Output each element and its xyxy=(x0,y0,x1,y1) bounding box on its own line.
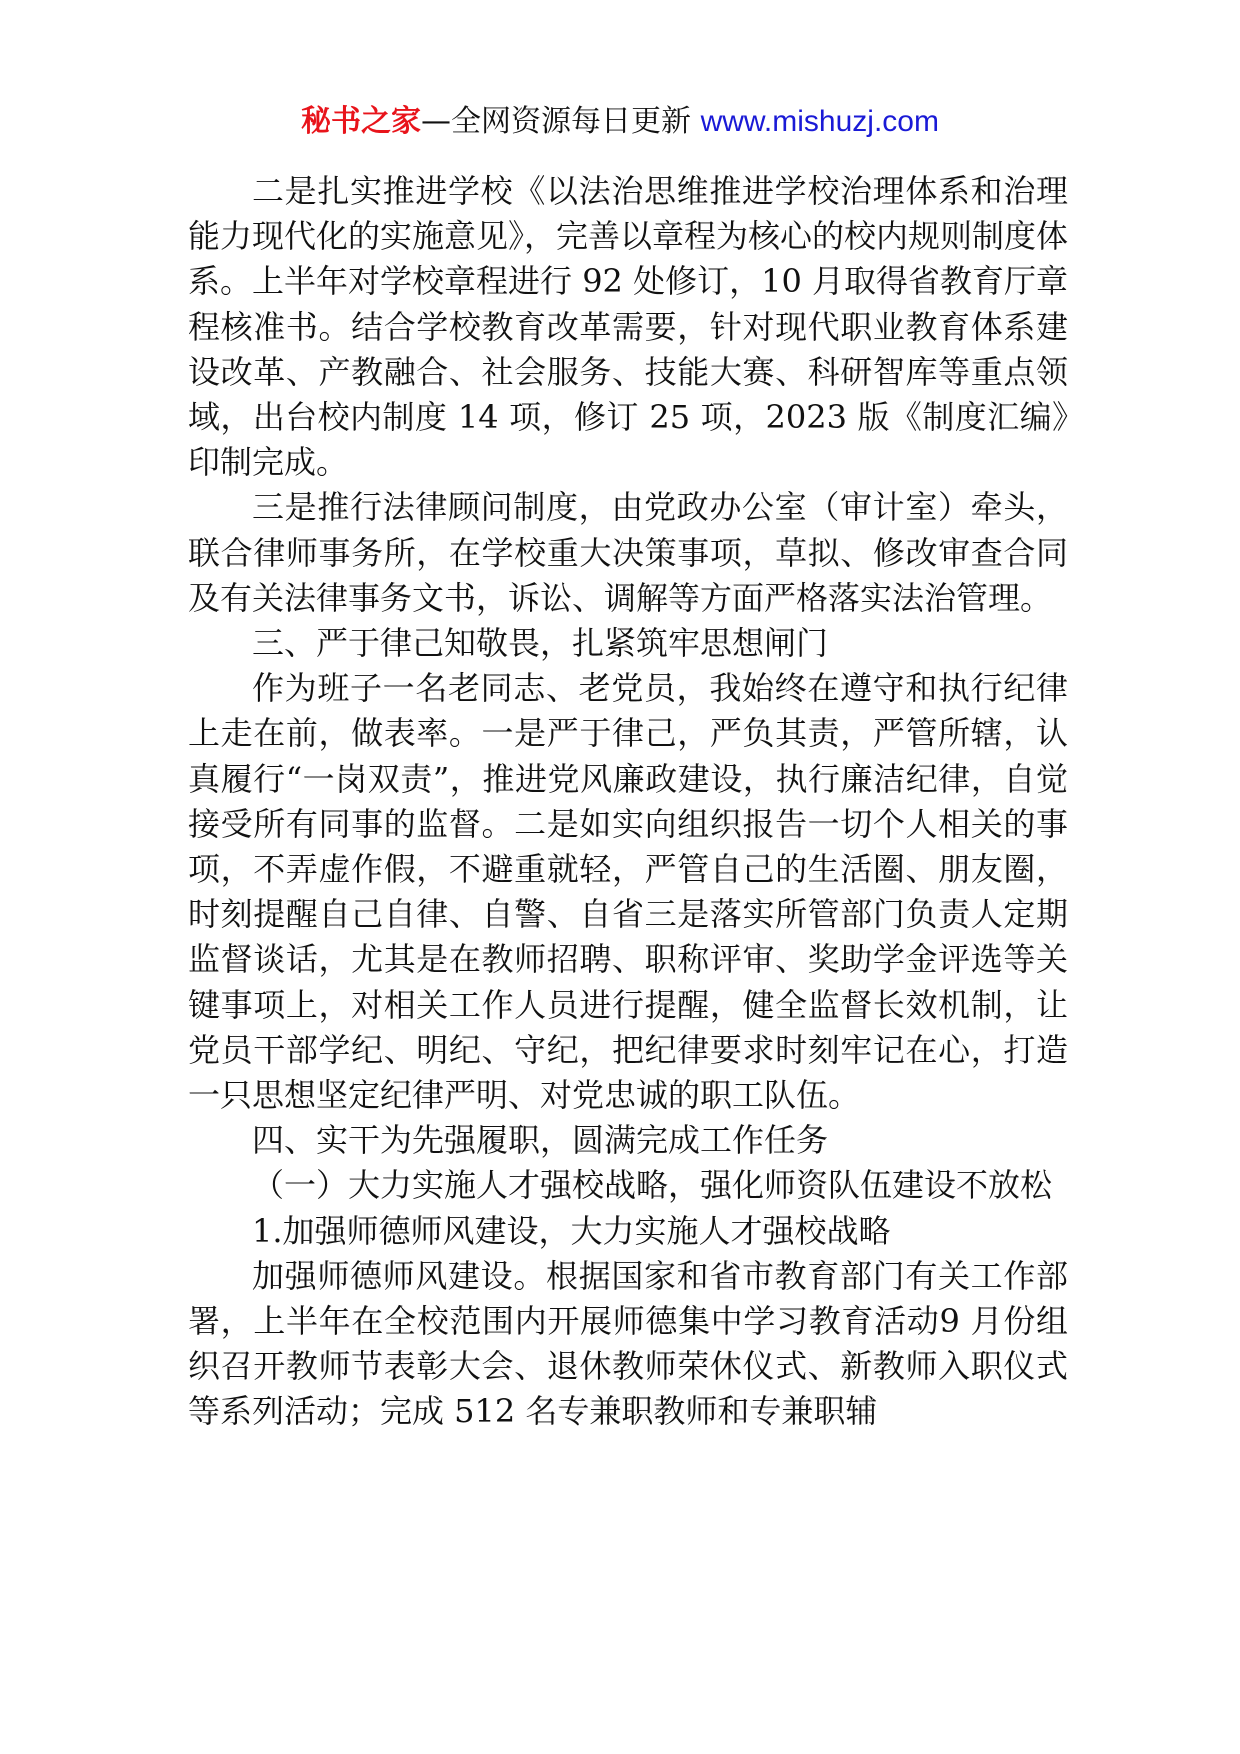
subsection-heading-talent: （一）大力实施人才强校战略，强化师资队伍建设不放松 xyxy=(252,1166,1053,1205)
paragraph-rules-system: 二是扎实推进学校《以法治思维推进学校治理体系和治理能力现代化的实施意见》，完善以章程为核心的校内规则制度体系。上半年对学校章程进行 92 处修订，10 月取得省教育厅章程核准书。结合学校教育改革需要，针对现代职业教育体系建设改革、产教融合、社会服务、技能大赛、科研智库等重点领域，出台校内制度 14 项，修订 25 项，2023 版《制度汇编》印制完成。 xyxy=(188,172,1069,482)
paragraph-discipline: 作为班子一名老同志、老党员，我始终在遵守和执行纪律上走在前，做表率。一是严于律己，严负其责，严管所辖，认真履行“一岗双责”，推进党风廉政建设，执行廉洁纪律，自觉接受所有同事的监督。二是如实向组织报告一切个人相关的事项，不弄虚作假，不避重就轻，严管自己的生活圈、朋友圈，时刻提醒自己自律、自警、自省三是落实所管部门负责人定期监督谈话，尤其是在教师招聘、职称评审、奖助学金评选等关键事项上，对相关工作人员进行提醒，健全监督长效机制，让党员干部学纪、明纪、守纪，把纪律要求时刻牢记在心，打造一只思想坚定纪律严明、对党忠诚的职工队伍。 xyxy=(188,669,1068,1115)
site-brand: 秘书之家 xyxy=(301,104,422,139)
site-header xyxy=(0,100,1240,144)
paragraph-legal-advisor: 三是推行法律顾问制度，由党政办公室（审计室）牵头，联合律师事务所，在学校重大决策事项，草拟、修改审查合同及有关法律事务文书，诉讼、调解等方面严格落实法治管理。 xyxy=(188,488,1068,617)
paragraph-ethics: 加强师德师风建设。根据国家和省市教育部门有关工作部署，上半年在全校范围内开展师德集中学习教育活动9 月份组织召开教师节表彰大会、退休教师荣休仪式、新教师入职仪式等系列活动；完成 512 名专兼职教师和专兼职辅 xyxy=(188,1256,1068,1431)
section-heading-duties: 四、实干为先强履职，圆满完成工作任务 xyxy=(252,1121,829,1160)
site-url[interactable]: www.mishuzj.com xyxy=(700,105,939,138)
document-body xyxy=(188,169,1068,1435)
site-tagline: —全网资源每日更新 xyxy=(421,104,692,139)
section-heading-discipline: 三、严于律己知敬畏，扎紧筑牢思想闸门 xyxy=(252,624,829,663)
item-heading-ethics: 1.加强师德师风建设，大力实施人才强校战略 xyxy=(252,1211,891,1250)
